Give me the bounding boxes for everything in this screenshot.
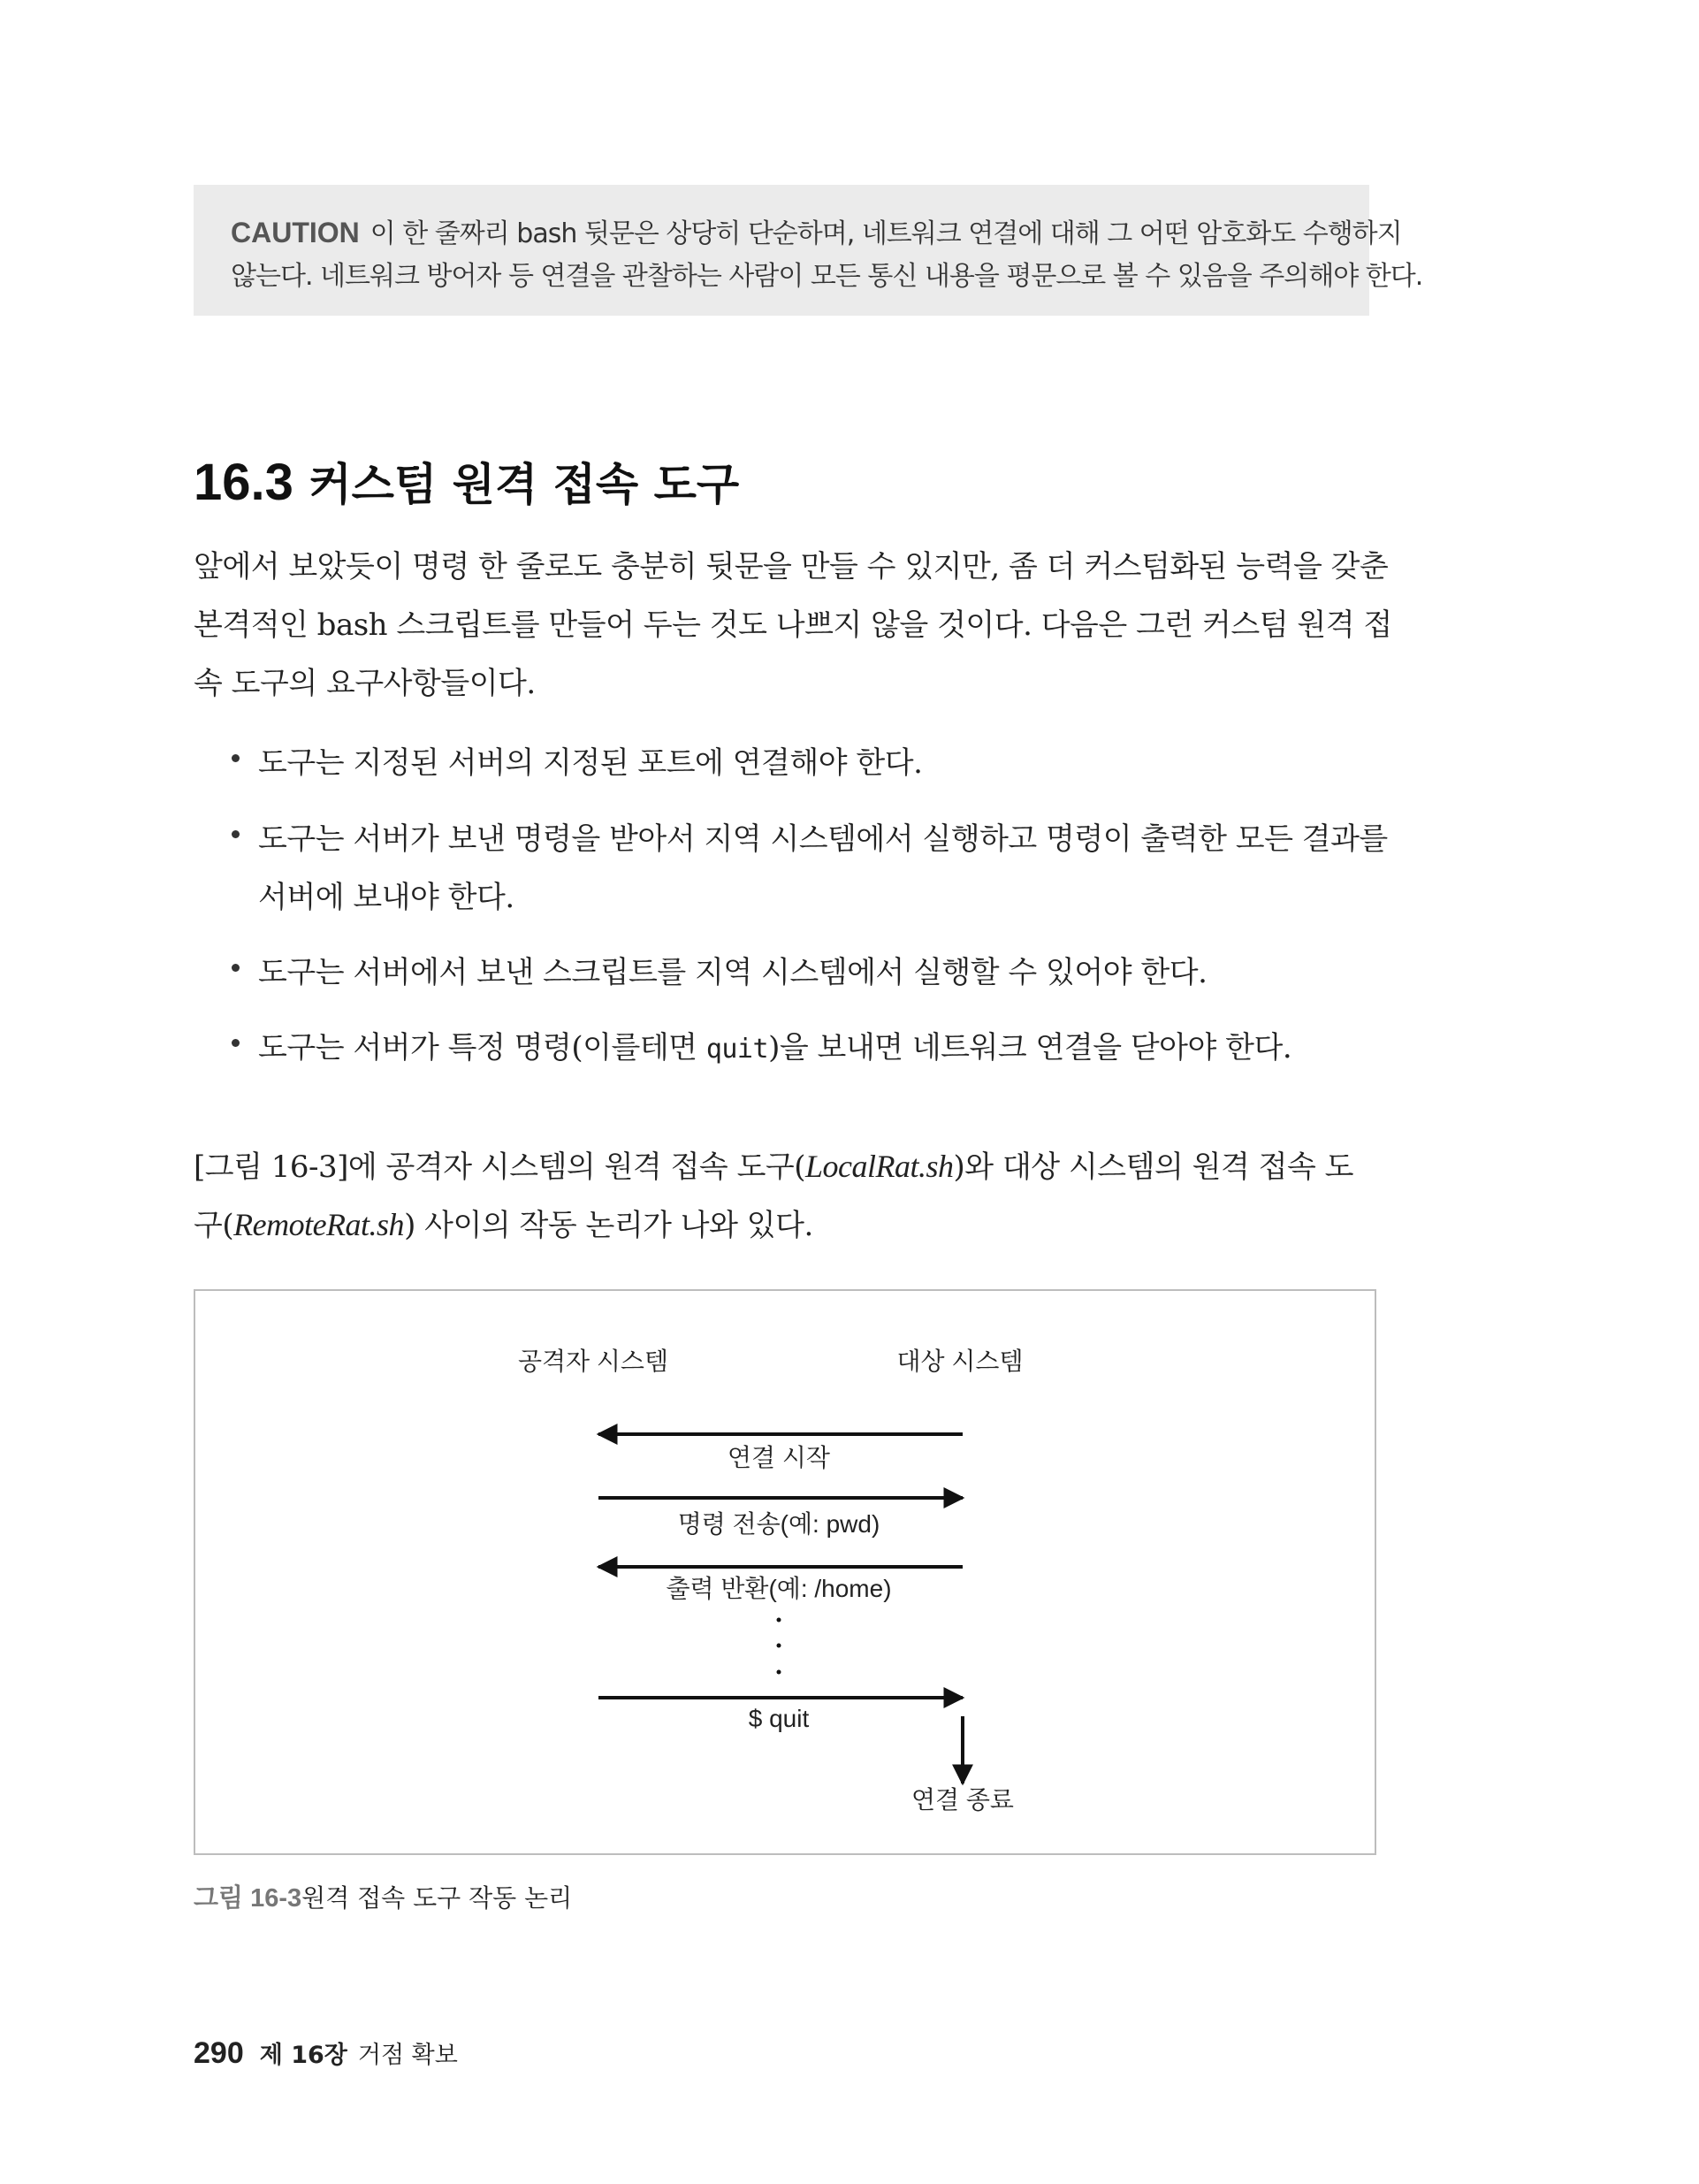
code-quit: quit <box>705 1034 769 1065</box>
attacker-system-label: 공격자 시스템 <box>517 1348 669 1375</box>
caution-box <box>194 185 1423 316</box>
figure-diagram <box>194 1289 1376 1855</box>
intro-line: 속 도구의 요구사항들이다. <box>194 666 536 701</box>
requirement-text: 도구는 서버에서 보낸 스크립트를 지역 시스템에서 실행할 수 있어야 한다. <box>258 955 1208 990</box>
figure-reference-line-2 <box>194 1195 1378 1254</box>
chapter-number: 제 16장 <box>259 2042 347 2069</box>
requirement-text: 서버에 보내야 한다. <box>258 880 514 915</box>
caution-text-1: 이 한 줄짜리 bash 뒷문은 상당히 단순하며, 네트워크 연결에 대해 그 어떤 암호화도 수행하지 <box>370 218 1402 249</box>
message-connect-label: 연결 시작 <box>728 1444 830 1471</box>
local-filename: LocalRat.sh <box>805 1149 954 1184</box>
page-footer <box>194 2035 458 2071</box>
ellipsis-dot <box>777 1618 781 1623</box>
section-heading <box>194 449 739 513</box>
figure-reference-paragraph <box>194 1137 1378 1254</box>
requirement-text-after: )을 보내면 네트워크 연결을 닫아야 한다. <box>768 1030 1292 1065</box>
requirement-text <box>258 1019 1291 1079</box>
caution-tag: CAUTION <box>231 217 360 248</box>
caption-text: 원격 접속 도구 작동 논리 <box>301 1883 573 1913</box>
requirement-text: 도구는 지정된 서버의 지정된 포트에 연결해야 한다. <box>258 745 923 781</box>
remote-filename: RemoteRat.sh <box>233 1207 405 1242</box>
section-title: 커스텀 원격 접속 도구 <box>309 459 740 510</box>
intro-line: 앞에서 보았듯이 명령 한 줄로도 충분히 뒷문을 만들 수 있지만, 좀 더 커스텀화된 능력을 갖춘 <box>194 549 1389 584</box>
caption-label: 그림 16-3 <box>194 1884 302 1913</box>
caution-line-1 <box>231 211 1402 256</box>
bullet-icon <box>232 830 240 838</box>
text-span: 구( <box>194 1208 234 1243</box>
target-system-label: 대상 시스템 <box>896 1348 1024 1375</box>
figure-caption <box>194 1878 572 1914</box>
bullet-icon <box>232 1039 240 1047</box>
bullet-icon <box>232 964 240 972</box>
page-number: 290 <box>194 2036 244 2070</box>
section-number: 16.3 <box>194 454 293 511</box>
text-span: )와 대상 시스템의 원격 접속 도 <box>953 1149 1353 1185</box>
ellipsis-dot <box>777 1670 781 1675</box>
ellipsis-dot <box>777 1644 781 1648</box>
text-span: ) 사이의 작동 논리가 나와 있다. <box>404 1208 813 1243</box>
requirement-text-before: 도구는 서버가 특정 명령(이를테면 <box>258 1030 706 1065</box>
intro-line: 본격적인 bash 스크립트를 만들어 두는 것도 나쁘지 않을 것이다. 다음은 그런 커스텀 원격 접 <box>194 607 1392 643</box>
figure-reference-line-1 <box>194 1137 1378 1195</box>
sequence-diagram <box>195 1291 1378 1857</box>
caution-text-2: 않는다. 네트워크 방어자 등 연결을 관찰하는 사람이 모든 통신 내용을 평문으로 볼 수 있음을 주의해야 한다. <box>231 261 1423 292</box>
text-span: [그림 16-3]에 공격자 시스템의 원격 접속 도구( <box>194 1149 806 1185</box>
message-send-command-label: 명령 전송(예: pwd) <box>677 1510 880 1538</box>
message-return-output-label: 출력 반환(예: /home) <box>666 1575 892 1602</box>
requirement-text: 도구는 서버가 보낸 명령을 받아서 지역 시스템에서 실행하고 명령이 출력한 모든 결과를 <box>258 821 1388 857</box>
connection-end-label: 연결 종료 <box>911 1786 1014 1814</box>
chapter-title: 거점 확보 <box>357 2042 458 2069</box>
message-quit-label: $ quit <box>748 1705 810 1732</box>
bullet-icon <box>232 754 240 762</box>
intro-paragraph <box>194 538 1392 713</box>
